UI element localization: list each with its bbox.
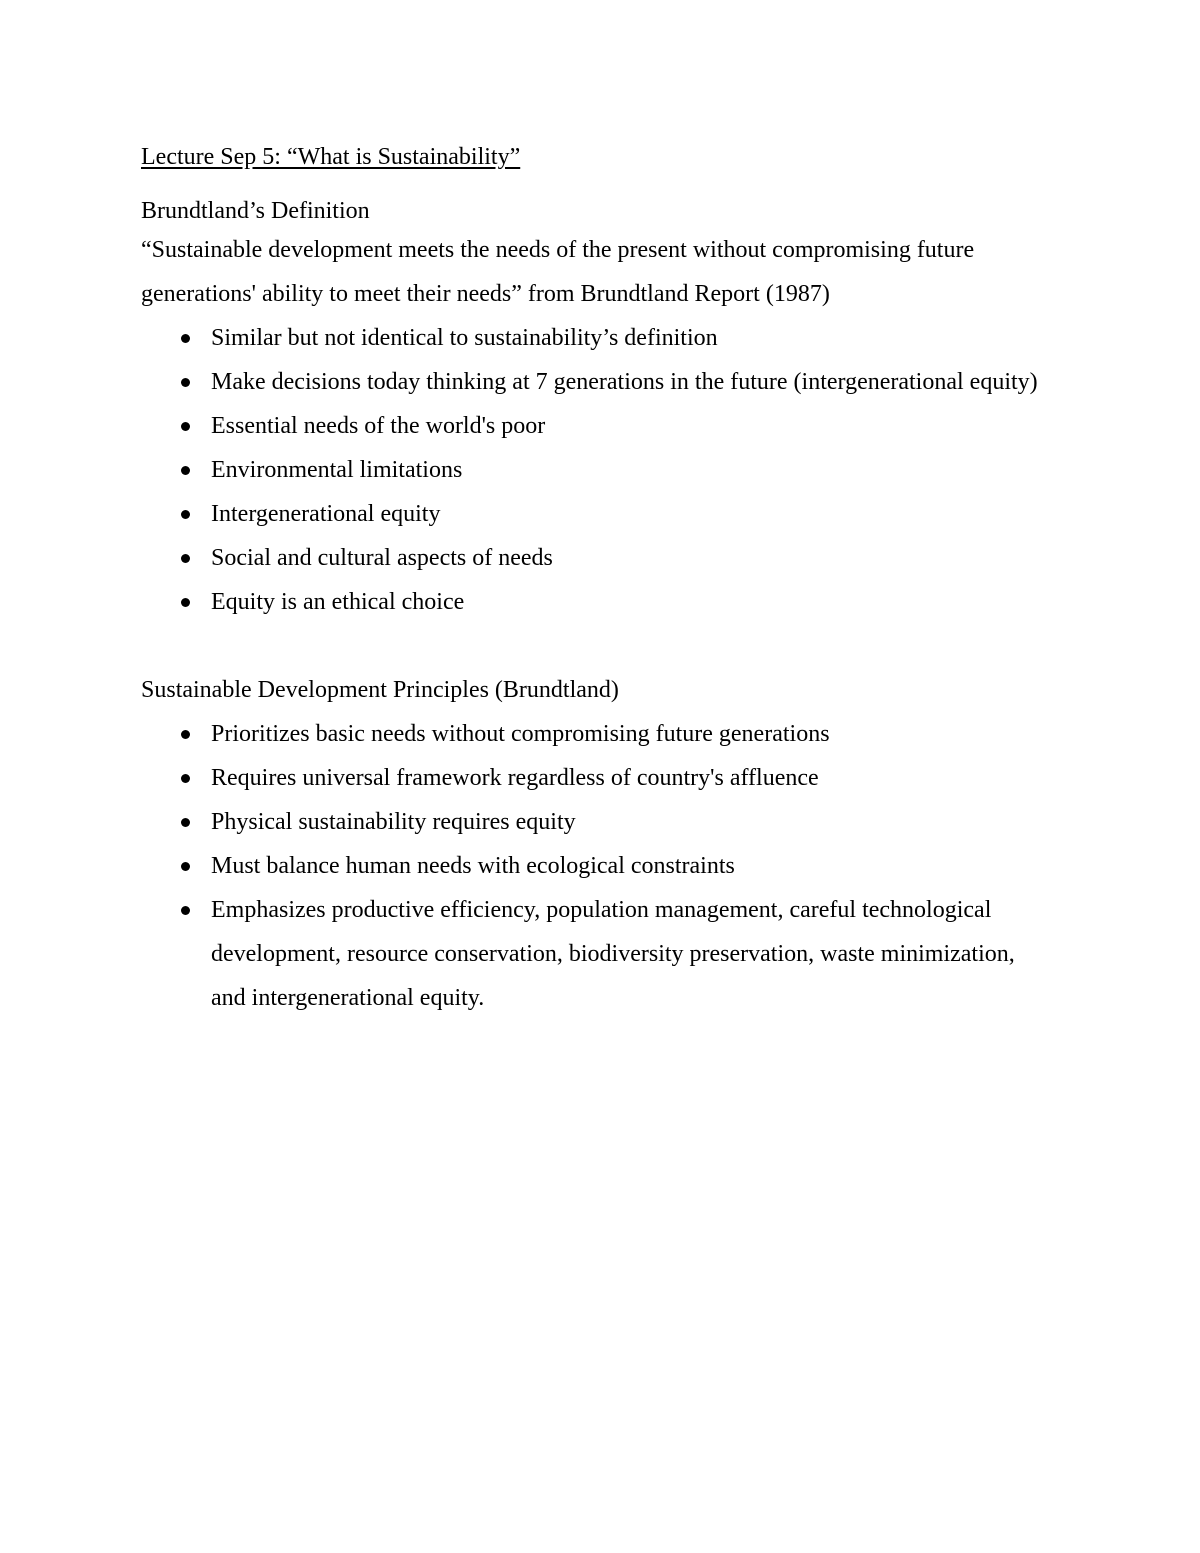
- document-content: [141, 140, 1051, 1020]
- list-item: [141, 800, 1051, 844]
- section-spacer: [141, 624, 1051, 668]
- list-item-text: Equity is an ethical choice: [211, 589, 465, 615]
- list-item: [141, 360, 1051, 404]
- bullet-icon: [181, 598, 190, 607]
- section-heading-principles: Sustainable Development Principles (Brundtland): [141, 677, 619, 703]
- list-item-text: Similar but not identical to sustainability’s definition: [211, 325, 718, 351]
- definition-quote-line-2: generations' ability to meet their needs” from Brundtland Report (1987): [141, 281, 830, 307]
- list-item-text: Emphasizes productive efficiency, population management, careful technological development, resource conservation, biodiversity preservation, waste minimization, and intergenerational equity.: [211, 897, 1015, 1011]
- bullet-icon: [181, 862, 190, 871]
- bullet-icon: [181, 818, 190, 827]
- list-item-text: Make decisions today thinking at 7 generations in the future (intergenerational equity): [211, 369, 1038, 395]
- bullet-icon: [181, 730, 190, 739]
- bullet-icon: [181, 466, 190, 475]
- list-item: [141, 404, 1051, 448]
- bullet-icon: [181, 774, 190, 783]
- bullet-icon: [181, 422, 190, 431]
- bullet-icon: [181, 906, 190, 915]
- list-item-text: Physical sustainability requires equity: [211, 809, 576, 835]
- bullet-icon: [181, 378, 190, 387]
- list-item-text: Essential needs of the world's poor: [211, 413, 546, 439]
- list-item-text: Social and cultural aspects of needs: [211, 545, 553, 571]
- list-item-text: Prioritizes basic needs without compromising future generations: [211, 721, 830, 747]
- principles-bullet-list: [141, 712, 1051, 1020]
- bullet-icon: [181, 510, 190, 519]
- list-item: [141, 536, 1051, 580]
- list-item: [141, 756, 1051, 800]
- list-item-text: Intergenerational equity: [211, 501, 441, 527]
- list-item-text: Environmental limitations: [211, 457, 463, 483]
- list-item: [141, 580, 1051, 624]
- list-item: [141, 448, 1051, 492]
- list-item: [141, 316, 1051, 360]
- list-item: [141, 844, 1051, 888]
- section-heading-definition: Brundtland’s Definition: [141, 198, 370, 224]
- definition-quote-line-1: “Sustainable development meets the needs of the present without compromising future: [141, 237, 975, 263]
- bullet-icon: [181, 554, 190, 563]
- list-item-text: Requires universal framework regardless of country's affluence: [211, 765, 819, 791]
- list-item: [141, 888, 1051, 1020]
- lecture-title: Lecture Sep 5: “What is Sustainability”: [141, 144, 521, 170]
- list-item: [141, 712, 1051, 756]
- definition-bullet-list: [141, 316, 1051, 624]
- bullet-icon: [181, 334, 190, 343]
- list-item: [141, 492, 1051, 536]
- list-item-text: Must balance human needs with ecological constraints: [211, 853, 735, 879]
